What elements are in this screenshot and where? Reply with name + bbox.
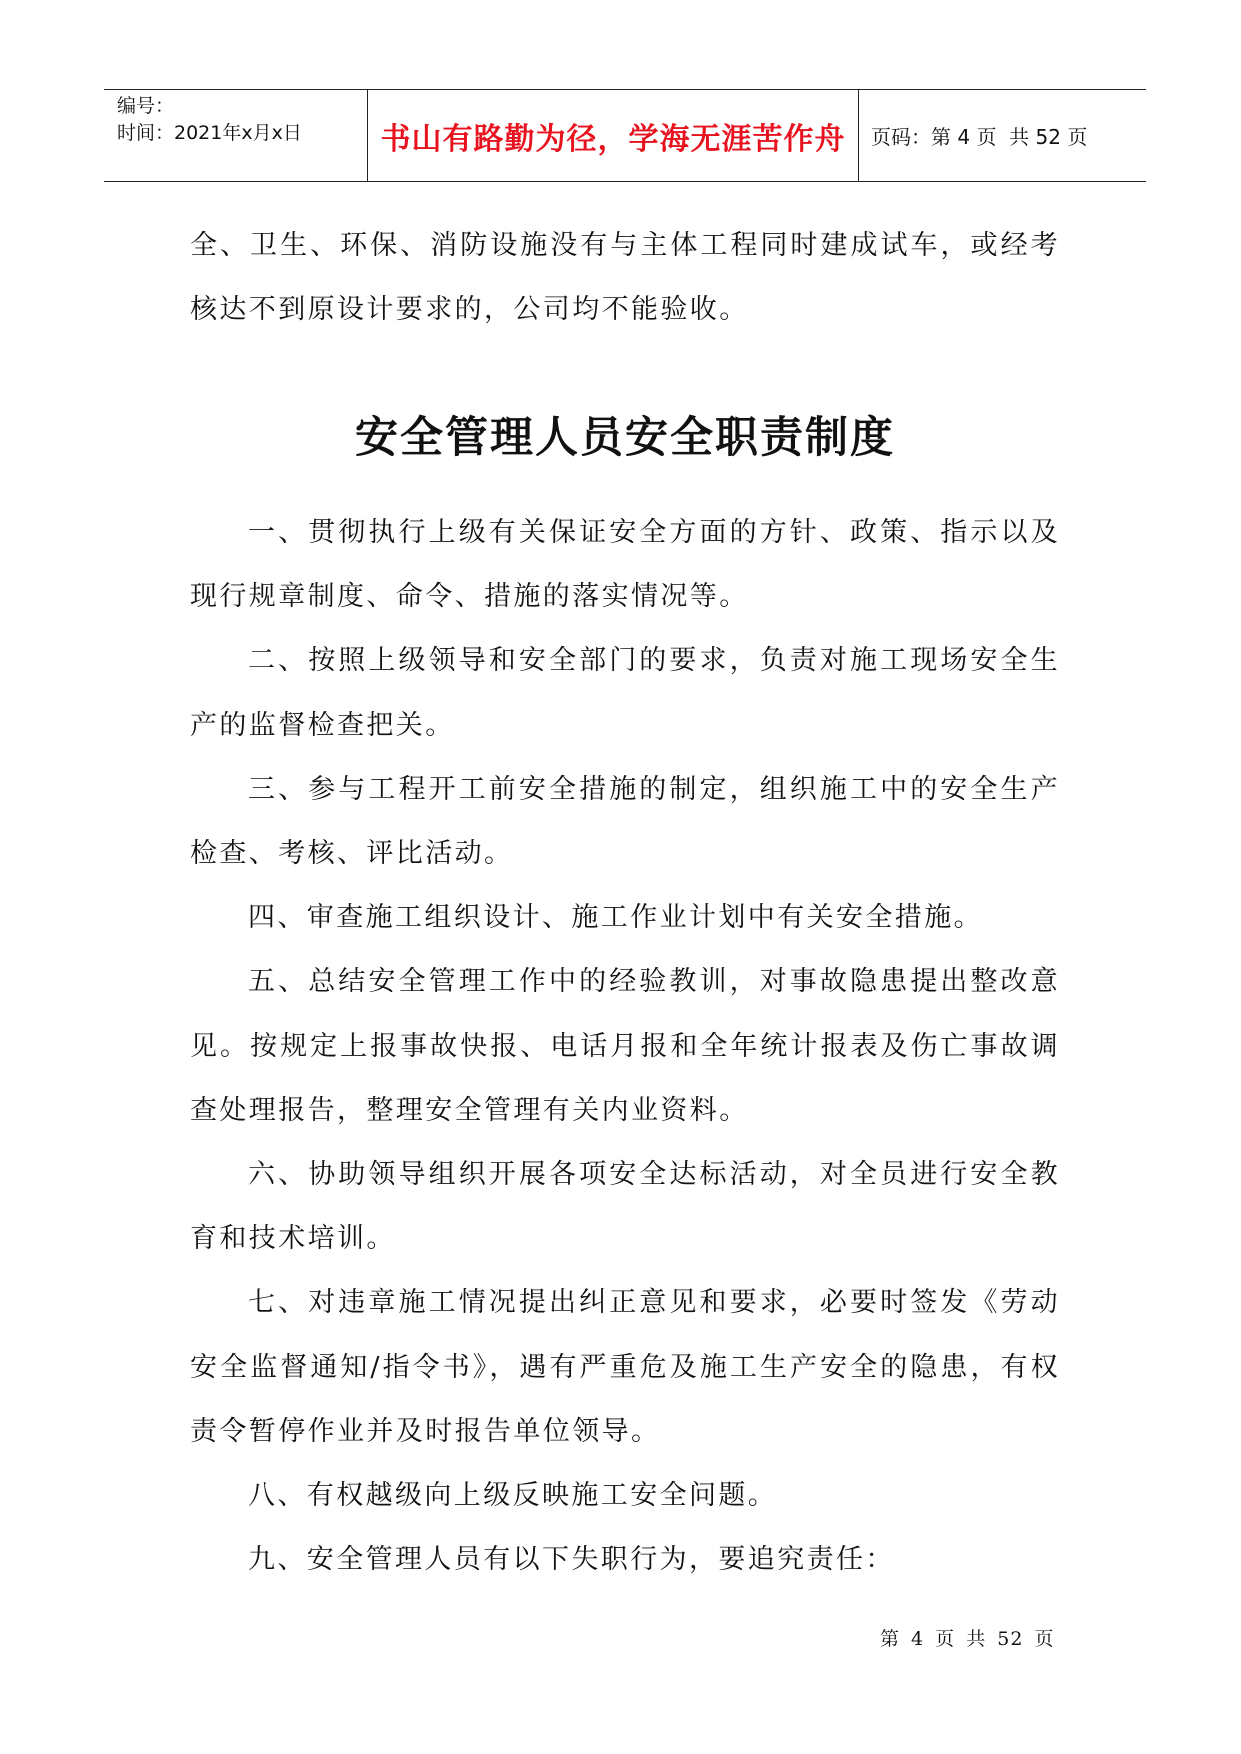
document-title: 安全管理人员安全职责制度 [355,413,895,463]
number-label: 编号： [117,95,175,117]
duty-item-8: 八、有权越级向上级反映施工安全问题。 [248,1480,778,1512]
document-header [104,89,1146,182]
motto-text: 书山有路勤为径，学海无涯苦作舟 [380,121,846,157]
duty-item-5: 五、总结安全管理工作中的经验教训，对事故隐患提出整改意见。按规定上报事故快报、电话月报和全年统计报表及伤亡事故调查处理报告，整理安全管理有关内业资料。 [190,966,1060,1126]
header-page-cell [859,90,1146,181]
header-meta-cell [104,90,368,181]
time-label: 时间：2021年x月x日 [117,122,302,144]
duty-item-2: 二、按照上级领导和安全部门的要求，负责对施工现场安全生产的监督检查把关。 [190,645,1060,741]
duty-item-7: 七、对违章施工情况提出纠正意见和要求，必要时签发《劳动安全监督通知/指令书》，遇有严重危及施工生产安全的隐患，有权责令暂停作业并及时报告单位领导。 [190,1287,1060,1447]
duty-item-1: 一、贯彻执行上级有关保证安全方面的方针、政策、指示以及现行规章制度、命令、措施的落实情况等。 [190,517,1060,613]
duty-item-3: 三、参与工程开工前安全措施的制定，组织施工中的安全生产检查、考核、评比活动。 [190,773,1060,870]
intro-paragraph: 全、卫生、环保、消防设施没有与主体工程同时建成试车，或经考核达不到原设计要求的，公司均不能验收。 [190,230,1060,325]
page-info: 页码：第 4 页 共 52 页 [871,125,1088,149]
duty-item-9: 九、安全管理人员有以下失职行为，要追究责任： [248,1544,895,1576]
intro-section [190,214,1060,341]
duty-item-6: 六、协助领导组织开展各项安全达标活动，对全员进行安全教育和技术培训。 [190,1159,1060,1255]
duty-list [190,501,1060,1592]
header-motto-cell [368,90,859,181]
duty-item-4: 四、审查施工组织设计、施工作业计划中有关安全措施。 [248,902,983,934]
page-footer: 第 4 页 共 52 页 [880,1628,1055,1650]
